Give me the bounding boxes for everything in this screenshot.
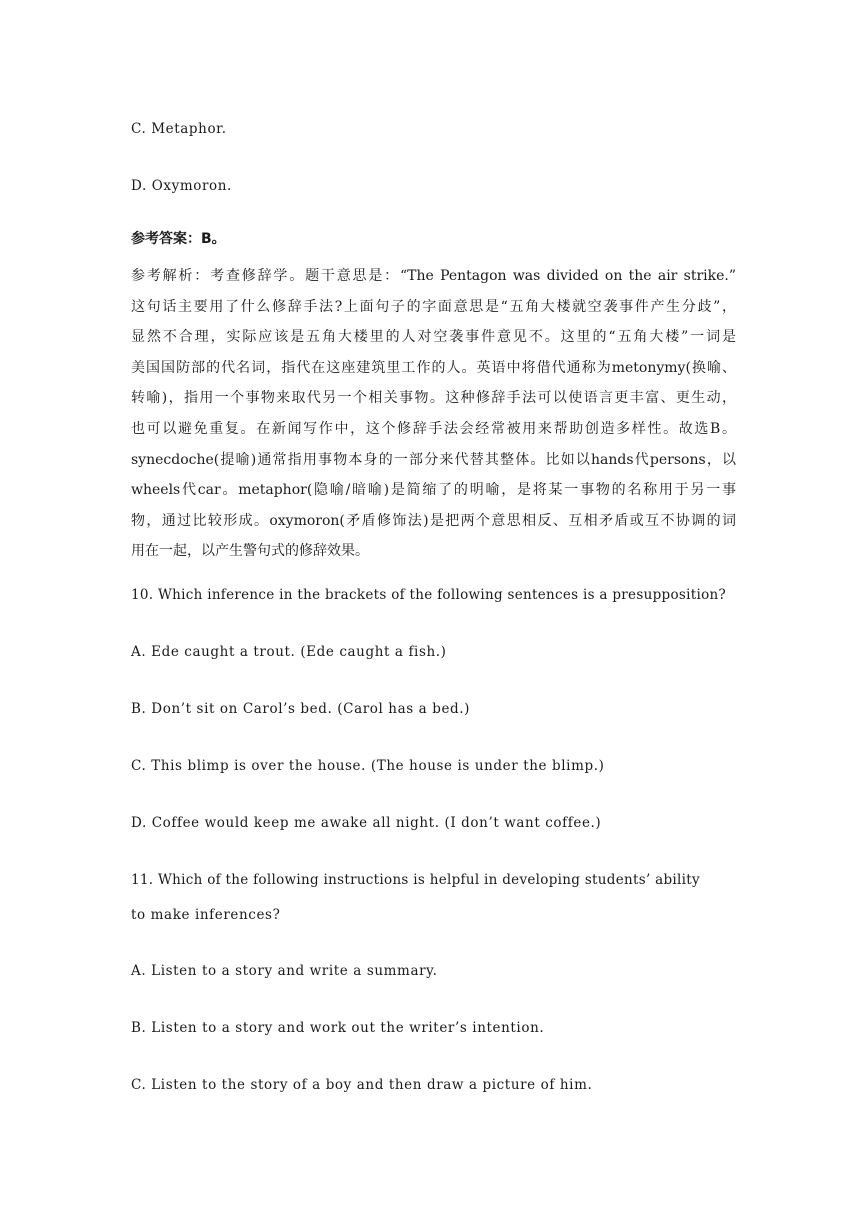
q11-option-a: A. Listen to a story and write a summary.: [131, 963, 438, 979]
q10-option-d: D. Coffee would keep me awake all night. (I don’t want coffee.): [131, 815, 602, 831]
analysis-line: 转喻)，指用一个事物来取代另一个相关事物。这种修辞手法可以使语言更丰富、更生动，: [131, 390, 736, 407]
analysis-paragraph: [131, 261, 736, 567]
q9-option-c: C. Metaphor.: [131, 121, 227, 137]
analysis-line: 这句话主要用了什么修辞手法?上面句子的字面意思是“五角大楼就空袭事件产生分歧”，: [131, 298, 736, 315]
q11-option-c: C. Listen to the story of a boy and then draw a picture of him.: [131, 1077, 593, 1093]
q10-option-c: C. This blimp is over the house. (The house is under the blimp.): [131, 758, 605, 774]
q11-option-b: B. Listen to a story and work out the writer’s intention.: [131, 1020, 545, 1036]
analysis-line: 物，通过比较形成。oxymoron(矛盾修饰法)是把两个意思相反、互相矛盾或互不协调的词: [131, 512, 736, 529]
analysis-line: 也可以避免重复。在新闻写作中，这个修辞手法会经常被用来帮助创造多样性。故选B。: [131, 420, 736, 437]
q11-stem-line2: to make inferences?: [131, 907, 281, 923]
analysis-line: 美国国防部的代名词，指代在这座建筑里工作的人。英语中将借代通称为metonymy(换喻、: [131, 359, 736, 376]
analysis-line: 参考解析：考查修辞学。题干意思是：“The Pentagon was divided on the air strike.”: [131, 268, 736, 284]
answer-label: 参考答案：B。: [131, 231, 226, 247]
q11-stem-line1: 11. Which of the following instructions is helpful in developing students’ ability: [131, 872, 700, 888]
q10-option-a: A. Ede caught a trout. (Ede caught a fish.): [131, 644, 447, 660]
q10-stem: 10. Which inference in the brackets of the following sentences is a presupposition?: [131, 587, 727, 603]
q9-option-d: D. Oxymoron.: [131, 178, 232, 194]
analysis-line: 显然不合理，实际应该是五角大楼里的人对空袭事件意见不。这里的“五角大楼”一词是: [131, 329, 736, 346]
analysis-line: synecdoche(提喻)通常指用事物本身的一部分来代替其整体。比如以hands代persons，以: [131, 451, 736, 468]
q10-option-b: B. Don’t sit on Carol’s bed. (Carol has a bed.): [131, 701, 471, 717]
analysis-line: 用在一起，以产生警句式的修辞效果。: [131, 543, 369, 560]
analysis-line: wheels代car。metaphor(隐喻/暗喻)是简缩了的明喻，是将某一事物的名称用于另一事: [131, 482, 736, 499]
